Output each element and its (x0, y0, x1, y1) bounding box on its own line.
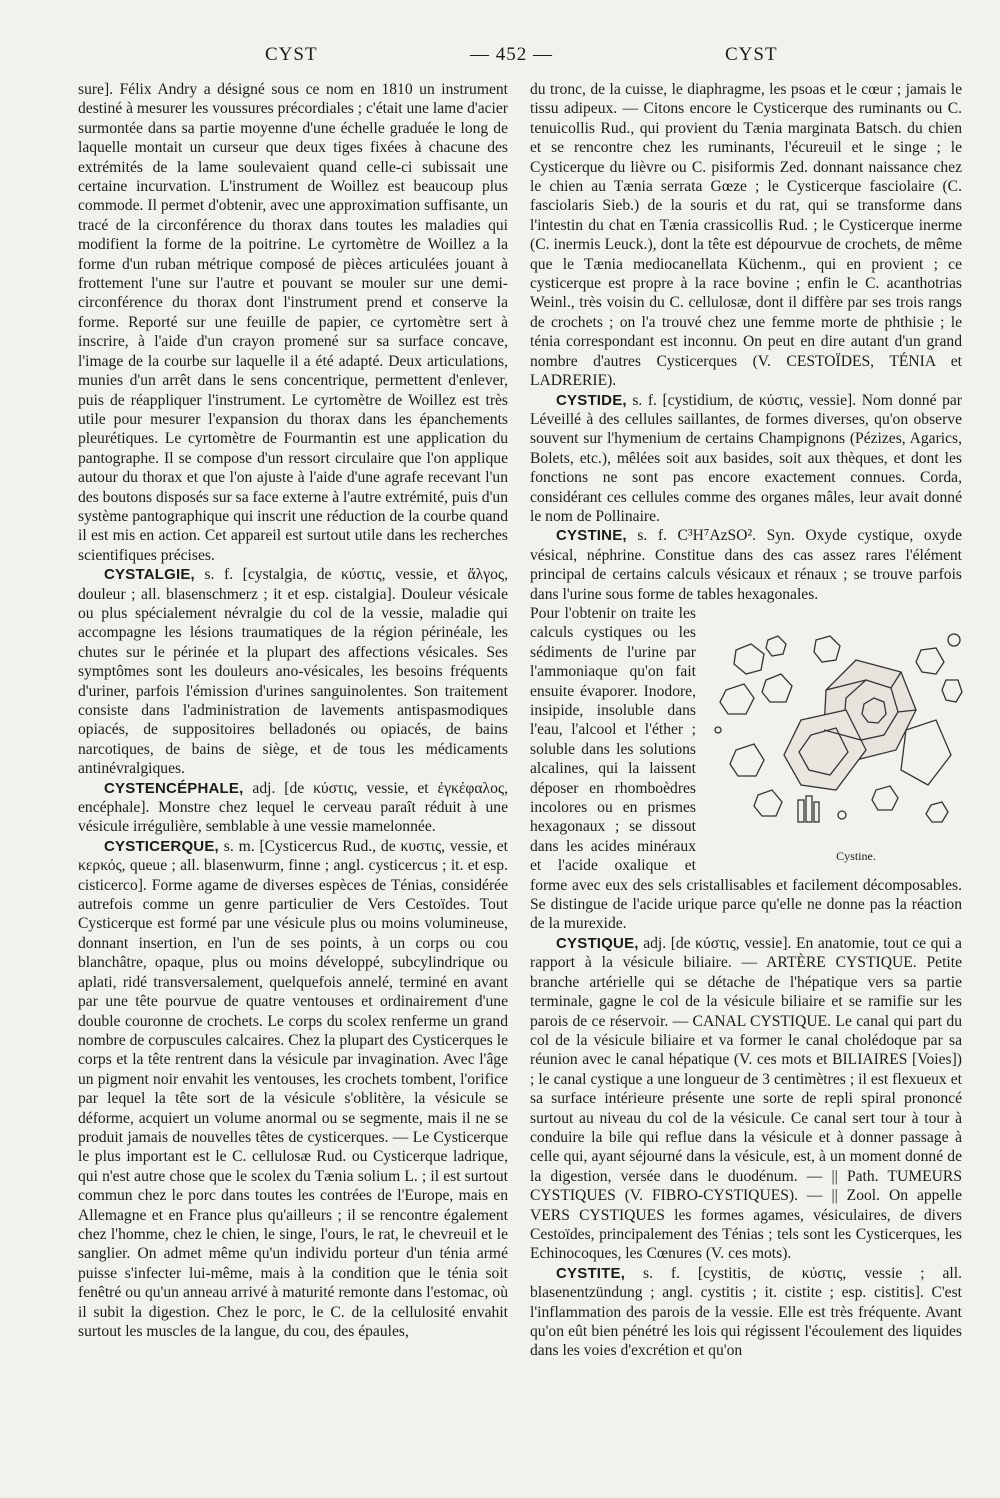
headword: CYSTIQUE, (556, 934, 639, 952)
entry-cystalgie (78, 565, 508, 778)
entry-cysticerque (78, 837, 508, 1342)
cystine-crystals-illustration (706, 610, 966, 845)
figure-caption: Cystine. (836, 848, 876, 863)
running-head-right: CYST (725, 44, 778, 65)
entry-body: s. f. [cystidium, de κύστις, vessie]. Nom donné par Léveillé à des cellules saillantes, de formes diverses, qu'on observe souvent sur l'hymenium de certains Champignons (Pézizes, Agarics, Bolets, etc.), mêlées soit aux basides, soit aux thèques, et dont les fonctions ne sont pas encore exactement connues. Corda, considérant ces cellules comme des organes mâles, leur avait donné le nom de Pollinaire. (530, 391, 962, 525)
cystine-crystals-figure (706, 610, 966, 865)
entry-body: s. f. [cystalgia, de κύστις, vessie, et ἄλγος, douleur ; all. blasenschmerz ; it et esp. cistalgia]. Douleur vésicale ou plus spécialement névralgie du col de la vessie, maladie qui accompagne les lésions traumatiques de la région périnéale, les chutes sur le périnée et la plupart des affections vésicales. Ses symptômes sont les douleurs ano-vésicales, les besoins fréquents d'uriner, parfois l'émission d'urines sanguinolentes. Son traitement consiste dans l'administration de lavements antispasmodiques opiacés, de suppositoires belladonés ou opiacés, de bains narcotiques, de bains de siège, et de tous les médicaments antinévralgiques. (78, 566, 508, 778)
page-header (75, 44, 960, 74)
entry-body: adj. [de κύστις, vessie, et ἐγκέφαλος, encéphale]. Monstre chez lequel le cerveau paraît réduit à une vésicule irrégulière, semblable à une vessie mamelonnée. (78, 779, 508, 836)
entry-cystine-continued: Pour l'obtenir on traite les calculs cystiques ou les sédiments de l'urine par l'ammoniaque qu'on fait ensuite évaporer. Inodore, insipide, insoluble dans l'eau, l'alcool et l'éther ; soluble dans les solutions alcalines, qui la laissent déposer en rhomboèdres incolores ou en prismes hexagonaux ; se dissout dans les acides minéraux et l'acide oxalique et forme avec eux des sels cristallisables et facilement décomposables. Se distingue de l'acide urique parce qu'elle ne donne pas la réaction de la murexide. (530, 604, 962, 933)
entry-body: s. m. [Cysticercus Rud., de κυστις, vessie, et κερκός, queue ; all. blasenwurm, finne ; angl. cysticercus ; it. et esp. cisticerco]. Forme agame de diverses espèces de Ténias, considérée autrefois comme un genre particulier de Vers Cestoïdes. Tout Cysticerque est formé par une vésicule plus ou moins volumineuse, donnant insertion, en l'un de ses points, à un corps ou cou blanchâtre, opaque, plus ou moins développé, subcylindrique ou aplati, ridé transversalement, quelquefois annelé, terminé en avant par une tête pourvue de quatre ventouses et ordinairement d'une double couronne de crochets. Le corps du scolex renferme un grand nombre de corpuscules calcaires. Chez la plupart des Cysticerques le corps et la tête rentrent dans la vésicule par invagination. Avec l'âge un pigment noir envahit les ventouses, les crochets tombent, l'orifice par lequel la tête sort de la vésicule s'oblitère, la vésicule se déforme, acquiert un volume anormal ou se segmente, mais il ne se produit jamais de nouvelles têtes de cysticerques. — Le Cysticerque le plus important est le C. cellulosæ Rud. ou Cysticerque ladrique, qui n'est autre chose que le scolex du Tænia solium L. ; il est surtout commun chez le porc dans toutes les contrées de l'Europe, mais en Allemagne et en France plus qu'ailleurs ; il se rencontre également chez l'homme, chez le chien, le singe, l'ours, le rat, le chevreuil et le sanglier. On admet même qu'un individu porteur d'un ténia armé puisse s'infecter lui-même, mais à la condition que le ténia soit fenêtré ou qu'un anneau arrivé à maturité remonte dans l'estomac, où il subit la digestion. Chez le porc, le C. de la cellulosité envahit surtout les muscles de la langue, du cou, des épaules, (78, 837, 508, 1340)
headword: CYSTINE, (556, 527, 627, 545)
entry-cystite (530, 1264, 962, 1361)
running-head-left: CYST (265, 44, 318, 65)
left-column (78, 80, 508, 1341)
headword: CYSTICERQUE, (104, 837, 219, 855)
entry-continuation: du tronc, de la cuisse, le diaphragme, les psoas et le cœur ; jamais le tissu adipeux. — Citons encore le Cysticerque des ruminants ou C. tenuicollis Rud., qui provient du Tænia marginata Batsch. du chien et se rencontre chez les ruminants, l'écureuil et le singe ; le Cysticerque du lièvre ou C. pisiformis Zed. donnant naissance chez le chien au Tænia serrata Gœze ; le Cysticerque fasciolaire (C. fasciolaris Sieb.) de la souris et du rat, qui se transforme dans l'intestin du chat en Tænia crassicollis Rud. ; le Cysticerque inerme (C. inermis Leuck.), dont la tête est dépourvue de crochets, de même que le Tænia mediocanellata Küchenm., qui en provient ; ce cysticerque est propre à la race bovine ; enfin le C. acanthotrias Weinl., très voisin du C. cellulosæ, dont il diffère par ses trois rangs de crochets ; on l'a trouvé chez une femme morte de phthisie ; le ténia correspondant est inconnu. On peut en dire autant d'un grand nombre d'autres Cysticerques (V. CESTOÏDES, TÉNIA et LADRERIE). (530, 81, 962, 390)
page-number: — 452 — (470, 44, 553, 65)
headword: CYSTITE, (556, 1264, 626, 1282)
entry-cystine (530, 526, 962, 604)
headword: CYSTALGIE, (104, 566, 195, 584)
entry-cystique (530, 934, 962, 1264)
headword: CYSTENCÉPHALE, (104, 779, 244, 797)
entry-body: adj. [de κύστις, vessie]. En anatomie, tout ce qui a rapport à la vésicule biliaire. — ARTÈRE CYSTIQUE. Petite branche artérielle qui se détache de l'hépatique vers sa partie terminale, gagne le col de la vésicule biliaire et se ramifie sur les parois de ce réservoir. — CANAL CYSTIQUE. Le canal qui part du col de la vésicule biliaire et va former le canal cholédoque par sa réunion avec le canal hépatique (V. ces mots et BILIAIRES [Voies]) ; le canal cystique a une longueur de 3 centimètres ; il est flexueux et sa surface intérieure présente une sorte de repli spiral prononcé surtout au niveau du col de la vésicule. Ce canal sert tour à tour à conduire la bile qui reflue dans la vésicule et à donner passage à celle qui, ayant séjourné dans la vésicule, est, à un moment donné de la digestion, versée dans le duodénum. — || Path. TUMEURS CYSTIQUES (V. FIBRO-CYSTIQUES). — || Zool. On appelle VERS CYSTIQUES les formes agames, vésiculaires, de divers Cestoïdes, principalement des Ténias ; tels sont les Cysticerques, les Echinocoques, les Cœnures (V. ces mots). (530, 934, 962, 1263)
entry-body: s. f. [cystitis, de κύστις, vessie ; all. blasenentzündung ; angl. cystitis ; it. cistite ; esp. cistitis]. C'est l'inflammation des parois de la vessie. Elle est très fréquente. Avant qu'on eût bien pénétré les lois qui régissent l'écoulement des liquides dans les voies d'excrétion et qu'on (530, 1264, 962, 1360)
headword: CYSTIDE, (556, 391, 627, 409)
entry-continuation: sure]. Félix Andry a désigné sous ce nom en 1810 un instrument destiné à mesurer les voussures précordiales ; c'était une lame d'acier surmontée dans sa partie moyenne d'une échelle graduée le long de laquelle montait un curseur que deux tiges fixées à chacune des extrémités de la lame soulevaient quand celle-ci subissait une certaine incurvation. L'instrument de Woillez est beaucoup plus commode. Il permet d'obtenir, avec une approximation suffisante, un tracé de la circonférence du thorax dans toutes les maladies qui modifient la forme de la poitrine. Le cyrtomètre de Woillez a la forme d'un ruban métrique composé de pièces articulées jouant à frottement l'une sur l'autre et pouvant se mouler sur une demi-circonférence du thorax dont l'instrument prend et conserve la forme. Reporté sur une feuille de papier, ce cyrtomètre sert à inscrire, à l'aide d'un crayon promené sur sa surface concave, l'image de la courbe sur laquelle il a été adapté. Deux articulations, munies d'un arrêt dans le sens concentrique, permettent d'enlever, puis de réappliquer l'instrument. Le cyrtomètre de Woillez est très utile pour mesurer l'expansion du thorax dans les épanchements pleurétiques. Le cyrtomètre de Fourmantin est une application du pantographe. Il se compose d'un ressort circulaire que l'on applique autour du thorax et que l'on ajuste à l'aide d'une agrafe recevant l'un des boutons disposés sur sa face externe à l'autre extrémité, puis d'un système pantographique qui inscrit une réduction de la courbe quand il est mis en action. Cet appareil est surtout utile dans les recherches scientifiques précises. (78, 81, 508, 564)
entry-cystencephale (78, 779, 508, 837)
entry-cystide (530, 391, 962, 527)
entry-body: s. f. C³H⁷AzSO². Syn. Oxyde cystique, oxyde vésical, néphrine. Constitue dans des cas assez rares l'élément principal de certains calculs vésicaux et rénaux ; se trouve parfois dans l'urine sous forme de tables hexagonales. (530, 527, 963, 603)
right-column (530, 80, 962, 1361)
